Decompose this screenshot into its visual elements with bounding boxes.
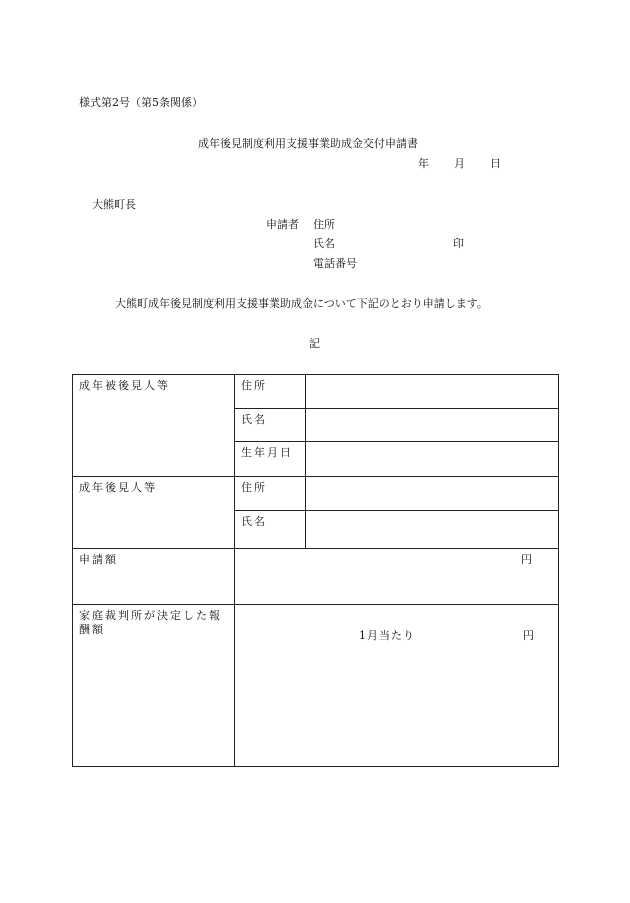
ward-name-label: 氏名	[241, 413, 267, 426]
document-title: 成年後見制度利用支援事業助成金交付申請書	[198, 137, 418, 150]
ward-dob-label-cell	[235, 442, 306, 477]
ward-label: 成年被後見人等	[79, 379, 170, 392]
guardian-address-label-cell	[235, 477, 306, 511]
amount-yen-unit: 円	[521, 553, 532, 566]
ward-address-label-cell	[235, 375, 306, 409]
seal-mark: 印	[453, 237, 464, 250]
guardian-address-label: 住所	[241, 481, 267, 494]
amount-label-cell	[73, 549, 235, 605]
ward-address-field[interactable]	[306, 375, 559, 409]
remuneration-yen-unit: 円	[523, 629, 534, 642]
guardian-name-label: 氏名	[241, 515, 267, 528]
guardian-address-field[interactable]	[306, 477, 559, 511]
ward-dob-field[interactable]	[306, 442, 559, 477]
date-year: 年	[418, 157, 429, 170]
guardian-label: 成年後見人等	[79, 481, 157, 494]
remuneration-label-cell	[73, 605, 235, 767]
guardian-label-cell	[73, 477, 235, 549]
application-statement: 大熊町成年後見制度利用支援事業助成金について下記のとおり申請します。	[115, 297, 488, 310]
amount-label: 申請額	[79, 553, 118, 566]
ward-dob-label: 生年月日	[241, 446, 293, 459]
ward-label-cell	[73, 375, 235, 477]
applicant-phone-label: 電話番号	[313, 257, 357, 270]
ward-name-field[interactable]	[306, 409, 559, 442]
guardian-name-label-cell	[235, 511, 306, 549]
applicant-address-label: 住所	[313, 218, 335, 231]
form-number: 様式第2号（第5条関係）	[79, 96, 203, 109]
remuneration-label: 家庭裁判所が決定した報酬額	[79, 609, 222, 636]
date-month: 月	[454, 157, 465, 170]
date-day: 日	[490, 157, 501, 170]
remuneration-field[interactable]	[235, 605, 559, 767]
amount-field[interactable]	[235, 549, 559, 605]
ward-name-label-cell	[235, 409, 306, 442]
guardian-name-field[interactable]	[306, 511, 559, 549]
addressee: 大熊町長	[92, 198, 136, 211]
application-table	[72, 374, 559, 767]
applicant-label: 申請者	[266, 218, 299, 231]
applicant-name-label: 氏名	[313, 237, 335, 250]
ki-heading: 記	[309, 337, 320, 350]
per-month-label: 1月当たり	[359, 629, 415, 642]
ward-address-label: 住所	[241, 379, 267, 392]
